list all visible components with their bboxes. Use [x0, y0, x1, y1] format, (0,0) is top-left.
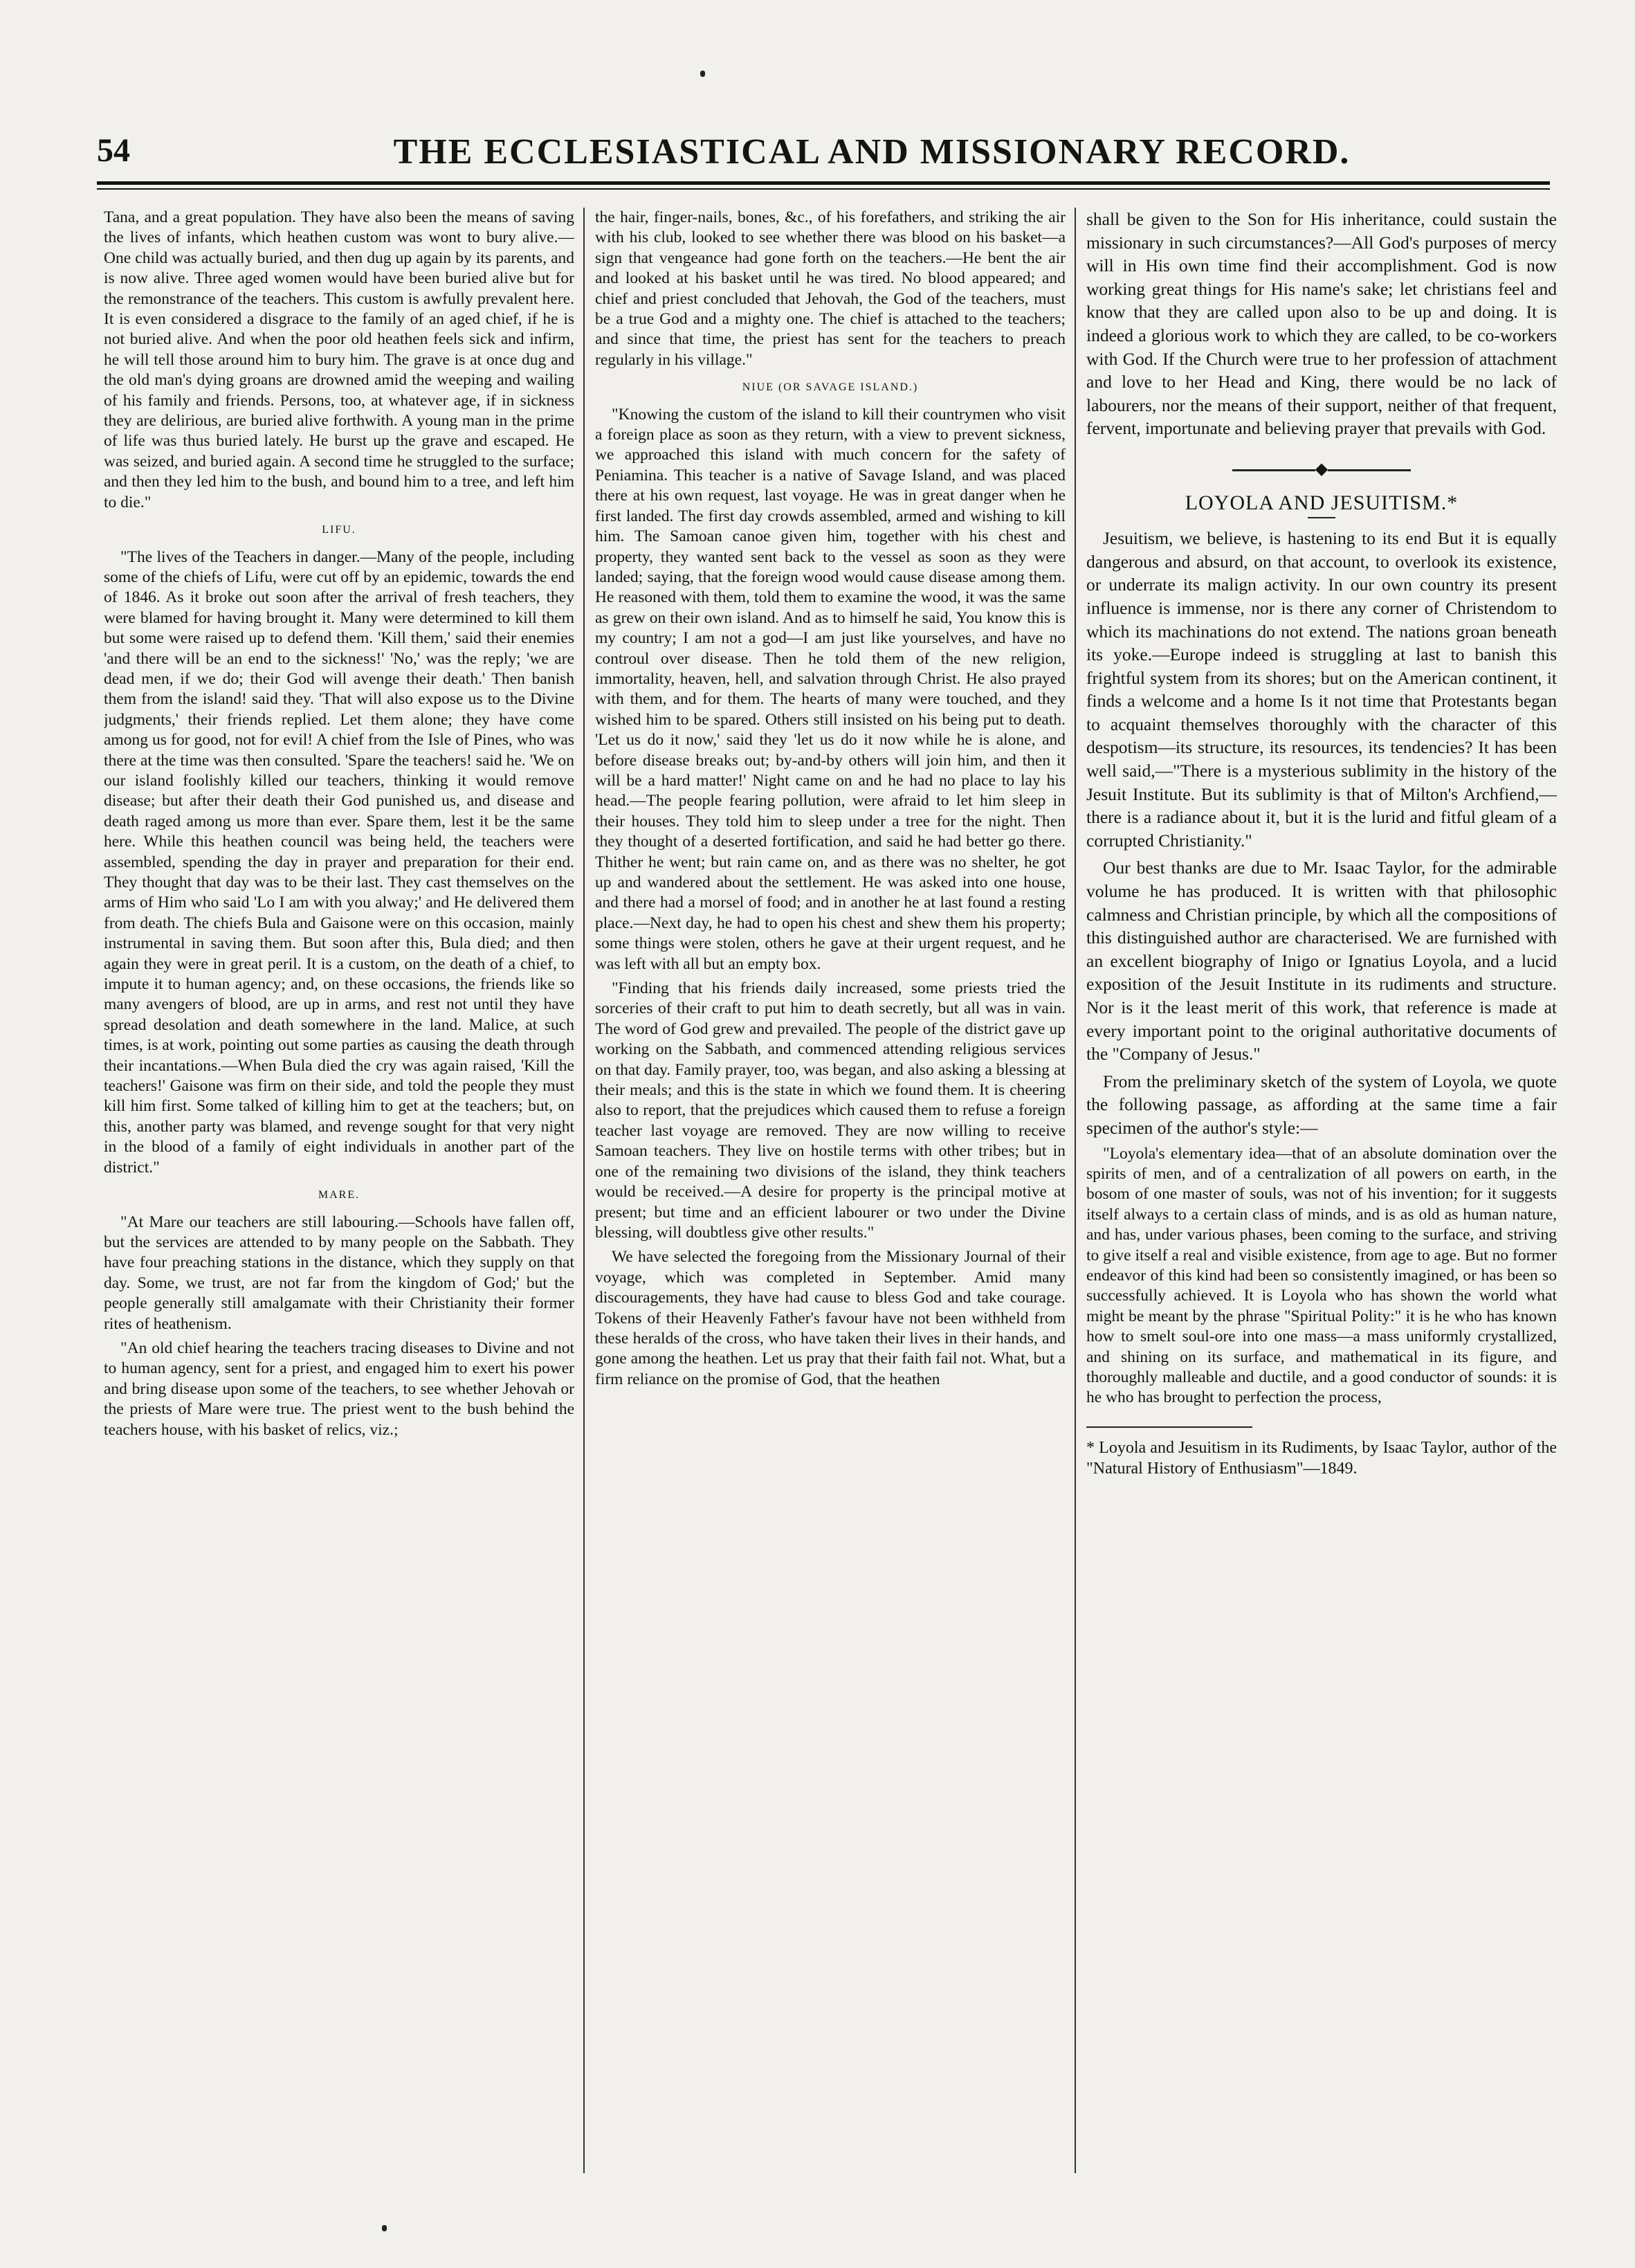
ornament-line — [1232, 469, 1315, 471]
section-heading-lifu: LIFU. — [322, 524, 356, 536]
ornament-line — [1328, 469, 1411, 471]
paragraph: "At Mare our teachers are still labouring.—Schools have fallen off, but the services are attended to by many people on the Sabbath. They have four preaching stations in the distance, which they supply on that day. Some, we trust, are not far from the kingdom of God;' but the people generally still amalgamate with their Christianity their former rites of heathenism. — [104, 1213, 574, 1333]
paragraph: From the preliminary sketch of the system of Loyola, we quote the following passage, as affording at the same time a fair specimen of the author's style:— — [1086, 1071, 1557, 1138]
paragraph: Tana, and a great population. They have also been the means of saving the lives of infants, which heathen custom was wont to bury alive.—One child was actually buried, and then dug up again by its parents, and is now alive. Three aged women would have been buried alive but for the remonstrance of the teachers. This custom is awfully prevalent here. It is even considered a disgrace to the family of an aged chief, if he is not buried alive. And when the poor old heathen feels sick and infirm, he will tell those around him to bury him. The grave is at once dug and the old man's dying groans are drowned amid the weeping and wailing of his family and friends. Persons, too, at whatever age, if in sickness they are delirious, are buried alive forthwith. A young man in the prime of life was thus buried lately. He burst up the grave and escaped. He was seized, and buried again. A second time he struggled to the surface; and then they led him to the bush, and bound him to a tree, and left him to die." — [104, 208, 574, 511]
footnote-rule — [1086, 1426, 1252, 1428]
ornamental-rule — [1086, 458, 1557, 482]
article-title: LOYOLA AND JESUITISM.* — [1185, 491, 1459, 514]
footnote: * Loyola and Jesuitism in its Rudiments, by Isaac Taylor, author of the "Natural History of Enthusiasm"—1849. — [1086, 1438, 1557, 1478]
column-divider — [1075, 208, 1076, 2173]
section-heading-mare: MARE. — [318, 1189, 360, 1201]
paragraph: Our best thanks are due to Mr. Isaac Taylor, for the admirable volume he has produced. It is written with that philosophic calmness and Christian principle, by which all the compositions of this distinguished author are characterised. We are furnished with an excellent biography of Inigo or Ignatius Loyola, and a lucid exposition of the Jesuit Institute in its rudiments and structure. Nor is it the least merit of this work, that reference is made at every important point to the original authoritative documents of the "Company of Jesus." — [1086, 858, 1557, 1064]
ornament-diamond-icon: ◆ — [1315, 460, 1328, 478]
title-underline — [1308, 517, 1335, 518]
paragraph: shall be given to the Son for His inheritance, could sustain the missionary in such circumstances?—All God's purposes of mercy will in His own time find their accomplishment. God is now working great things for His name's sake; let christians feel and know that they are called upon also to be up and doing. It is indeed a glorious work to which they are called, to be co-workers with God. If the Church were true to her profession of attachment and love to her Head and King, there would be no lack of labourers, nor the means of their support, neither of that frequent, fervent, importunate and believing prayer that prevails with God. — [1086, 209, 1557, 439]
paragraph: We have selected the foregoing from the Missionary Journal of their voyage, which was completed in September. Amid many discouragements, they have had cause to bless God and take courage. Tokens of their Heavenly Father's favour have not been withheld from these heralds of the cross, who have taken their lives in their hands, and gone among the heathen. Let us pray that their faith fail not. What, but a firm reliance on the promise of God, that the heathen — [595, 1248, 1066, 1388]
ink-mark-bottom — [382, 2225, 387, 2231]
header-rule — [97, 181, 1550, 185]
paragraph: "Finding that his friends daily increased, some priests tried the sorceries of their craft to put him to death secretly, but all was in vain. The word of God grew and prevailed. The people of the district gave up working on the Sabbath, and commenced attending religious services on that day. Family prayer, too, was began, and also asking a blessing at their meals; and this is the state in which we found them. It is cheering also to report, that the prejudices which caused them to refuse a foreign teacher last voyage are removed. They are now willing to receive Samoan teachers. They live on hostile terms with other tribes; but in one of the remaining two divisions of the island, they think teachers would be received.—A desire for property is the principal motive at present; but time and an efficient labourer or two under the Divine blessing, will doubtless give other results." — [595, 979, 1066, 1242]
paragraph: Jesuitism, we believe, is hastening to its end But it is equally dangerous and absurd, on that account, to overlook its existence, or underrate its malign activity. In our own country its present influence is immense, nor is there any corner of Christendom to which its machinations do not extend. The nations groan beneath its yoke.—Europe indeed is struggling at last to banish this frightful system from its shores; but on the American continent, it finds a welcome and a home Is it not time that Protestants began to acquaint themselves thoroughly with the character of this despotism—its structure, its resources, its tendencies? It has been well said,—"There is a mysterious sublimity in the history of the Jesuit Institute. But its sublimity is that of Milton's Archfiend,—there is a radiance about it, but it is the lurid and fitful gleam of a corrupted Christianity." — [1086, 528, 1557, 851]
paragraph: the hair, finger-nails, bones, &c., of his forefathers, and striking the air with his club, looked to see whether there was blood on his basket—a sign that vengeance had gone forth on the teachers.—He bent the air and looked at his basket until he was tired. No blood appeared; and chief and priest concluded that Jehovah, the God of the teachers, must be a true God and a mighty one. The chief is attached to the teachers; and since that time, the priest has sent for the teachers to preach regularly in his village." — [595, 208, 1066, 369]
column-divider — [583, 208, 585, 2173]
page-header — [97, 104, 1550, 180]
section-heading-niue: NIUE (OR SAVAGE ISLAND.) — [742, 381, 919, 394]
column-middle — [595, 208, 1066, 2173]
block-quote — [1086, 1144, 1557, 1408]
paragraph: "An old chief hearing the teachers tracing diseases to Divine and not to human agency, sent for a priest, and engaged him to exert his power and bring disease upon some of the teachers, to see whether Jehovah or the priests of Mare were true. The priest went to the bush behind the teachers house, with his basket of relics, viz.; — [104, 1339, 574, 1439]
ink-mark-top — [700, 71, 705, 77]
paragraph: "The lives of the Teachers in danger.—Many of the people, including some of the chiefs of Lifu, were cut off by an epidemic, towards the end of 1846. As it broke out soon after the arrival of fresh teachers, they were blamed for having brought it. Many were determined to kill them but some were raised up to defend them. 'Kill them,' said their enemies 'and there will be an end to the sickness!' 'No,' was the reply; 'we are dead men, if we do; their God will avenge their death.' Then banish them from the island! said they. 'That will also expose us to the Divine judgments,' their friends replied. Let them alone; they have come among us for good, not for evil! A chief from the Isle of Pines, who was there at the time was then consulted. 'Spare the teachers! said he. 'We on our island foolishly killed our teachers, thinking it would remove disease; but after their death their God punished us, and disease and death raged among us more than ever. Spare them, lest it be the same here. While this heathen council was being held, the teachers were assembled, spending the day in prayer and preparation for their end. They thought that day was to be their last. They cast themselves on the arms of Him who said 'Lo I am with you alway;' and He delivered them from death. The chiefs Bula and Gaisone were on this occasion, mainly instrumental in saving them. But soon after this, Bula died; and then again they were in great peril. It is a custom, on the death of a chief, to impute it to human agency; and, on these occasions, the friends like so many avengers of blood, are up in arms, and rest not until they have spread desolation and death somewhere in the land. Malice, at such times, is at work, pointing out some parties as causing the death through their incantations.—When Bula died the cry was again raised, 'Kill the teachers!' Gaisone was firm on their side, and told the people they must kill him first. Some talked of killing him to get at the teachers; but, on this, another party was blamed, and revenge sought for that very night in the blood of a family of eight individuals in another part of the district." — [104, 547, 574, 1177]
column-right — [1086, 208, 1557, 2173]
quote-text: "Loyola's elementary idea—that of an absolute domination over the spirits of men, and of a centralization of all powers on earth, in the bosom of one master of souls, was not of his invention; for it suggests itself always to a certain class of minds, and is as old as human nature, and has, under various phases, been coming to the surface, and striving to give itself a real and visible existence, from age to age. But no former endeavor of this kind had been so consistently imagined, or has been so successfully achieved. It is Loyola who has shown the world what might be meant by the phrase "Spiritual Polity:" it is he who has known how to smelt soul-ore into one mass—a mass uniformly crystallized, and shining on its surface, and mathematical in its figure, and thoroughly malleable and ductile, and a good conductor of sounds: it is he who has brought to perfection the process, — [1086, 1144, 1557, 1407]
column-left — [104, 208, 574, 2173]
header-rule-thin — [97, 188, 1550, 190]
page-number: 54 — [97, 132, 130, 169]
paragraph: "Knowing the custom of the island to kill their countrymen who visit a foreign place as soon as they return, with a view to prevent sickness, we approached this island with much concern for the safety of Peniamina. This teacher is a native of Savage Island, and was placed there at his own request, last voyage. He was in great danger when he first landed. The first day crowds assembled, armed and wishing to kill him. The Samoan canoe given him, together with his chest and property, they wanted sent back to the vessel as soon as they were landed; saying, that the foreign wood would cause disease among them. He reasoned with them, told them to examine the wood, it was the same as grew on their own island. And as to himself he said, You know this is my country; I am not a god—I am just like yourselves, and have no controul over disease. Then he told them of the new religion, immortality, heaven, hell, and salvation through Christ. He also prayed with them, and for them. The hearts of many were touched, and they wished him to be spared. Others still insisted on his being put to death. 'Let us do it now,' said they 'let us do it now while he is alone, and before disease breaks out; by-and-by others will join him, and then it will be a hard matter!' Night came on and he had no place to lay his head.—The people fearing pollution, were afraid to let him sleep in their houses. They told him to sleep under a tree for the night. Then they thought of a deserted fortification, and said he had better go there. Thither he went; but rain came on, and as there was no shelter, he got up and wandered about the settlement. He was asked into one house, and there had a morsel of food; and in another he at last found a resting place.—Next day, he had to open his chest and shew them his property; some things were stolen, others he gave at their urgent request, and he was left with all but an empty box. — [595, 405, 1066, 973]
running-title: THE ECCLESIASTICAL AND MISSIONARY RECORD. — [393, 132, 1351, 172]
